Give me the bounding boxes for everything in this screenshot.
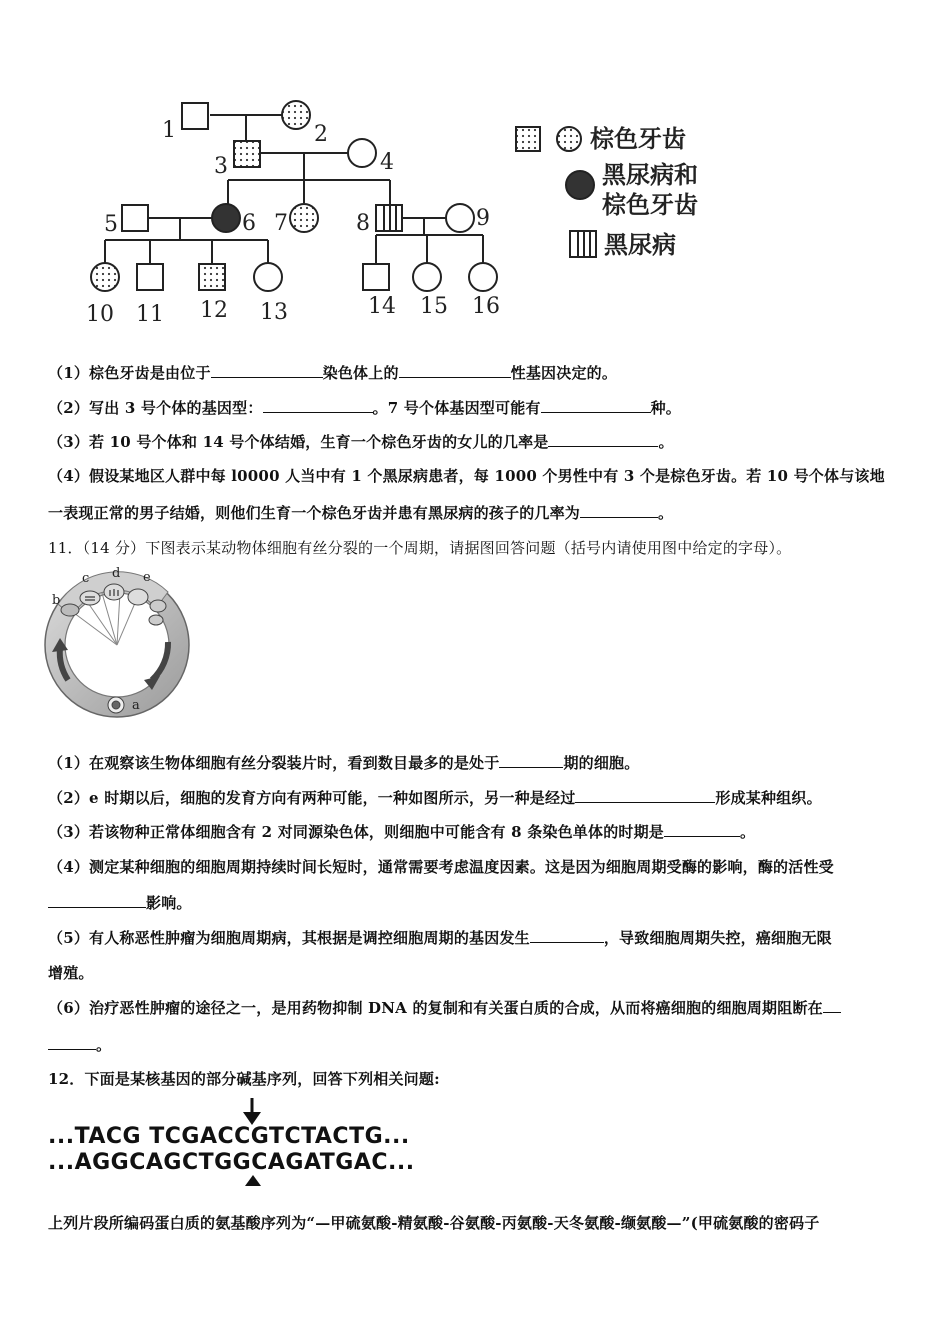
- dna-sequence-bottom: ...AGGCAGCTGGCAGATGAC...: [48, 1150, 415, 1175]
- q11-part5-line1: （5）有人称恶性肿瘤为细胞周期病，其根据是调控细胞周期的基因发生 ，导致细胞周期失控，癌细胞无限: [48, 929, 832, 947]
- cycle-label-c: c: [82, 571, 90, 586]
- q10-part2: （2）写出 3 号个体的基因型： 。7 号个体基因型可能有 种。: [48, 399, 681, 417]
- pedigree-label: 6: [242, 211, 256, 236]
- arrow-up-icon: [243, 1174, 263, 1188]
- pedigree-label: 11: [136, 302, 164, 327]
- cycle-label-d: d: [112, 566, 121, 581]
- pedigree-figure: [70, 85, 730, 335]
- q11-part6-line1: （6）治疗恶性肿瘤的途径之一，是用药物抑制 DNA 的复制和有关蛋白质的合成，从而将癌细胞的细胞周期阻断在: [48, 997, 841, 1018]
- q11-heading: 11．（14 分）下图表示某动物体细胞有丝分裂的一个周期，请据图回答问题（括号内请使用图中给定的字母）。: [48, 539, 792, 557]
- legend-alkaptonuria: 黑尿病: [604, 231, 676, 259]
- cycle-label-e: e: [143, 570, 151, 585]
- cycle-label-b: b: [52, 593, 61, 608]
- q11-part2: （2）e 时期以后，细胞的发育方向有两种可能，一种如图所示，另一种是经过 形成某种组织。: [48, 789, 822, 807]
- pedigree-label: 4: [380, 150, 394, 175]
- pedigree-label: 10: [86, 302, 114, 327]
- pedigree-label: 12: [200, 298, 228, 323]
- q10-part4-line2: 一表现正常的男子结婚，则他们生育一个棕色牙齿并患有黑尿病的孩子的几率为 。: [48, 504, 674, 522]
- pedigree-label: 16: [472, 294, 500, 319]
- q10-part1: （1）棕色牙齿是由位于 染色体上的 性基因决定的。: [48, 364, 618, 382]
- legend-brown-teeth: 棕色牙齿: [590, 125, 686, 153]
- q11-part3: （3）若该物种正常体细胞含有 2 对同源染色体，则细胞中可能含有 8 条染色单体的时期是 。: [48, 823, 756, 841]
- q12-last-line: 上列片段所编码蛋白质的氨基酸序列为“—甲硫氨酸-精氨酸-谷氨酸-丙氨酸-天冬氨酸-缬氨酸—”(甲硫氨酸的密码子: [48, 1214, 820, 1232]
- q11-part6-line2: 。: [48, 1034, 111, 1055]
- q12-heading: 12．下面是某核基因的部分碱基序列，回答下列相关问题:: [48, 1070, 440, 1088]
- cycle-label-a: a: [132, 698, 140, 713]
- arrow-down-icon: [240, 1098, 264, 1126]
- pedigree-label: 8: [356, 211, 370, 236]
- q10-part4-line1: （4）假设某地区人群中每 l0000 人当中有 1 个黑尿病患者，每 1000 个男性中有 3 个是棕色牙齿。若 10 号个体与该地: [48, 467, 885, 485]
- pedigree-label: 7: [274, 211, 288, 236]
- cell-cycle-figure: [40, 562, 220, 727]
- legend-both-line2: 棕色牙齿: [602, 191, 698, 219]
- pedigree-label: 9: [476, 206, 490, 231]
- q10-part3: （3）若 10 号个体和 14 号个体结婚，生育一个棕色牙齿的女儿的几率是 。: [48, 433, 674, 451]
- q11-part4-line1: （4）测定某种细胞的细胞周期持续时间长短时，通常需要考虑温度因素。这是因为细胞周期受酶的影响，酶的活性受: [48, 858, 834, 876]
- q11-part5-line2: 增殖。: [48, 964, 94, 982]
- pedigree-label: 1: [162, 118, 176, 143]
- pedigree-label: 5: [104, 212, 118, 237]
- pedigree-label: 13: [260, 300, 288, 325]
- dna-sequence-top: ...TACG TCGACCGTCTACTG...: [48, 1124, 410, 1149]
- legend-both-line1: 黑尿病和: [602, 161, 698, 189]
- pedigree-label: 14: [368, 294, 396, 319]
- pedigree-label: 2: [314, 122, 328, 147]
- q11-part1: （1）在观察该生物体细胞有丝分裂装片时，看到数目最多的是处于 期的细胞。: [48, 754, 640, 772]
- pedigree-label: 15: [420, 294, 448, 319]
- q11-part4-line2: 影响。: [48, 892, 192, 913]
- pedigree-label: 3: [214, 154, 228, 179]
